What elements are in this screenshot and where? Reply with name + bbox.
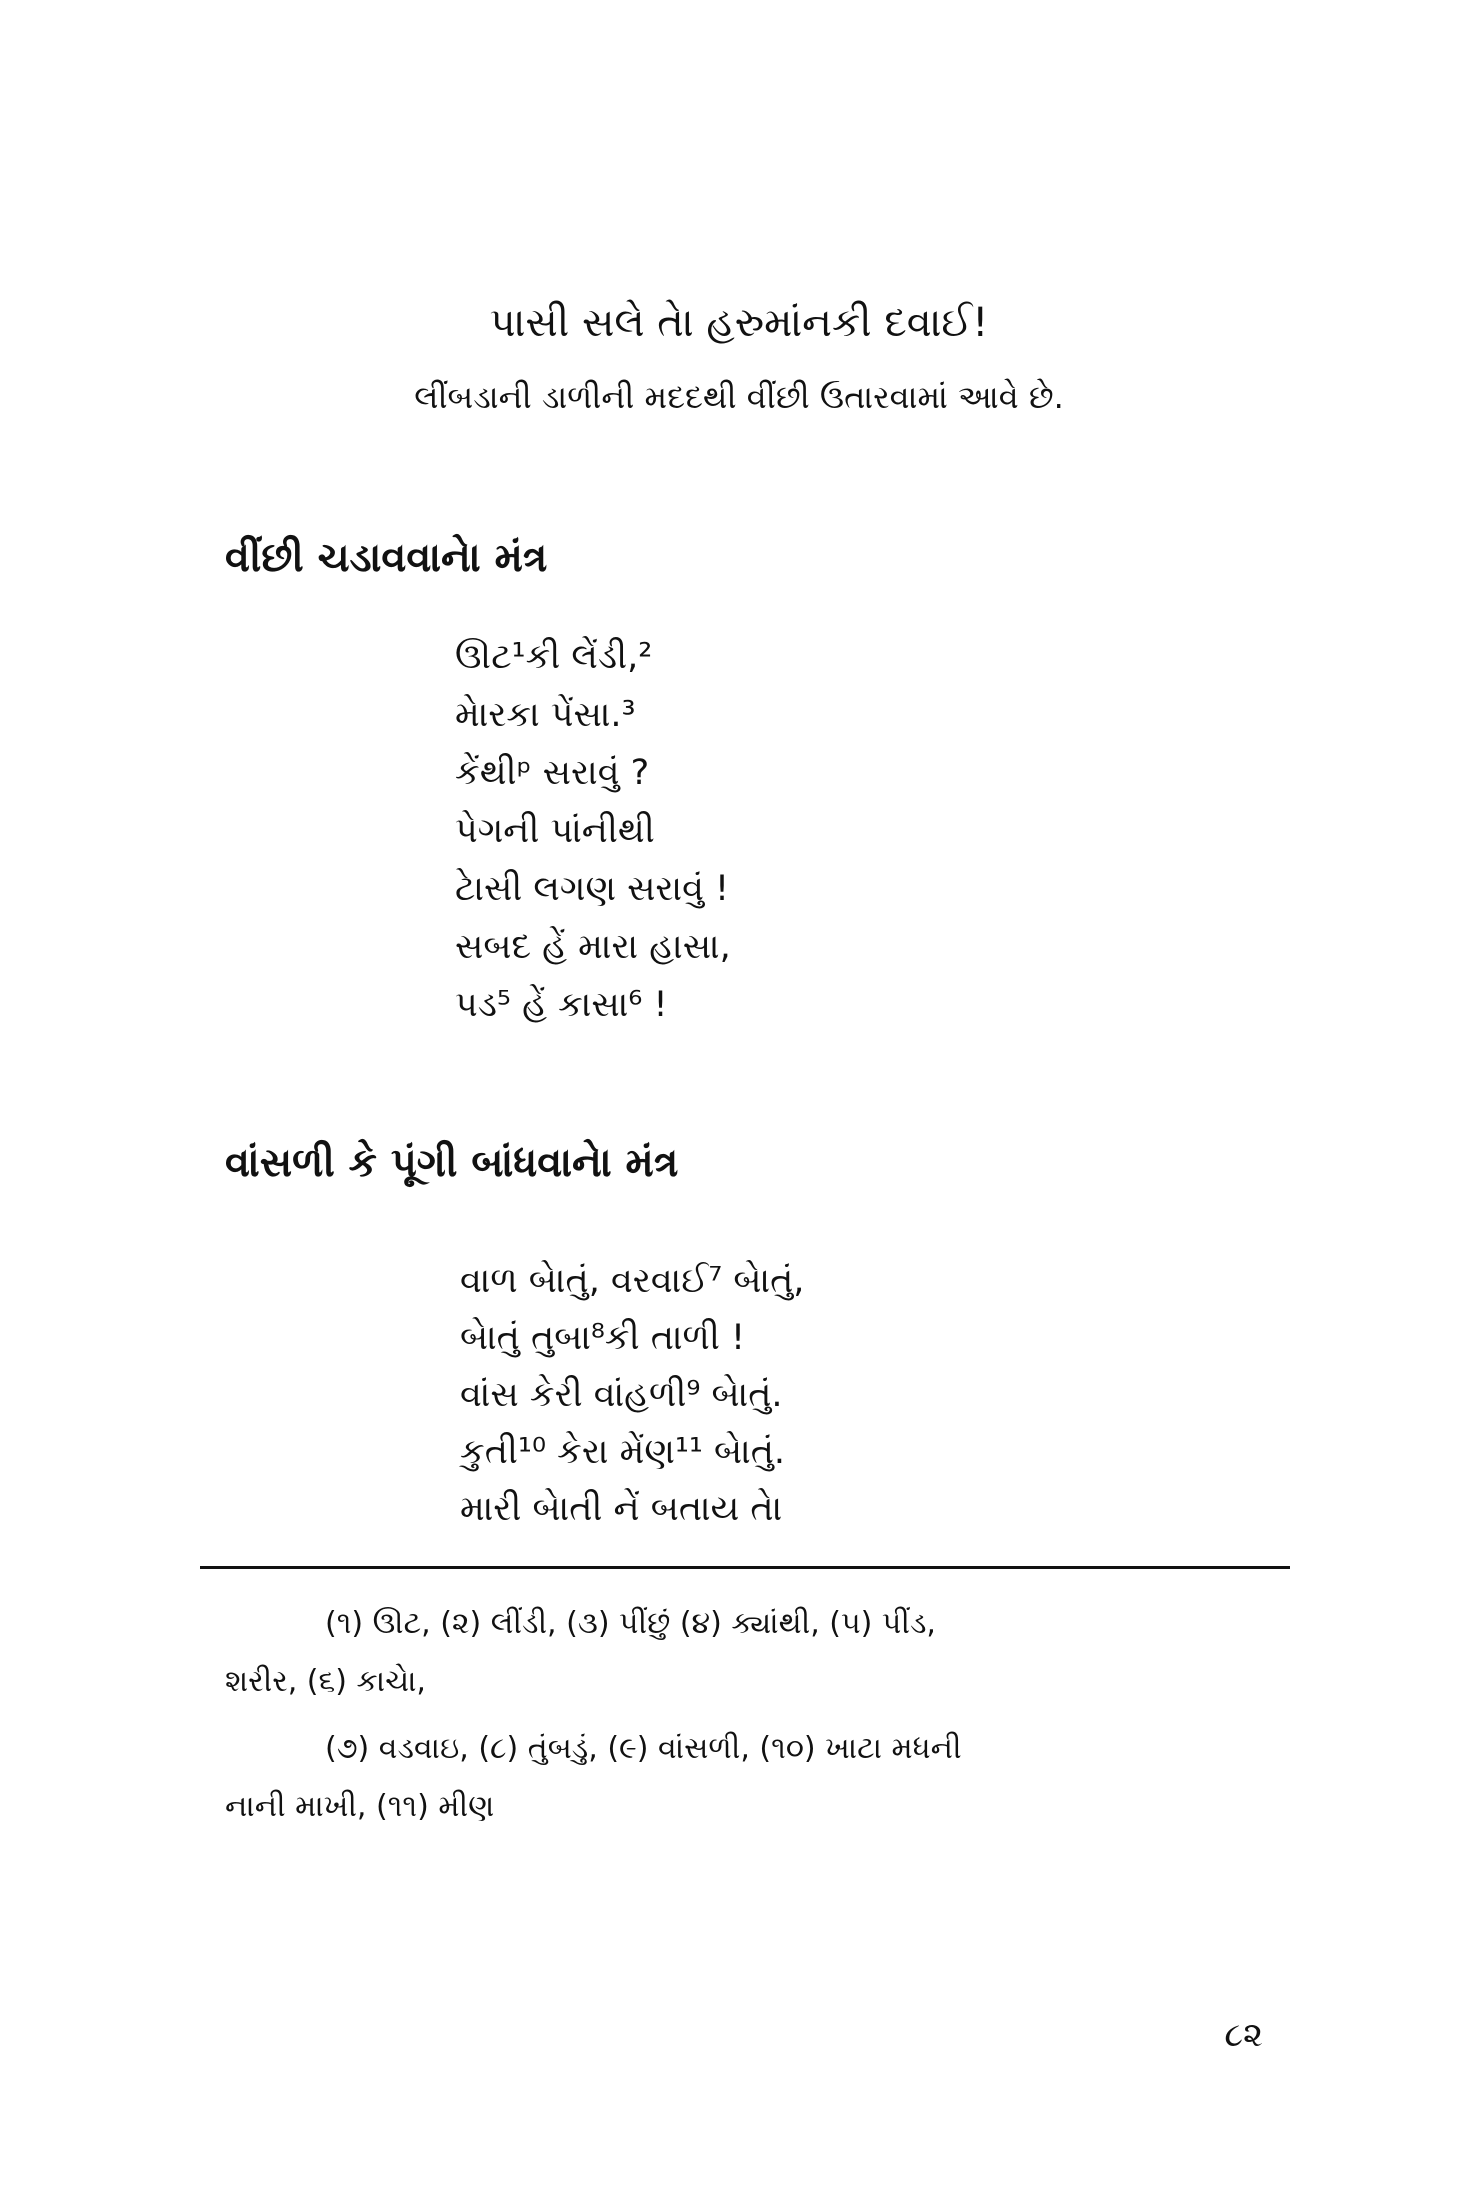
section-heading-scorpion-mantra: વીંછી ચડાવવાનેા મંત્ર xyxy=(225,535,548,581)
verse-line: બેાતું તુબા⁸કી તાળી ! xyxy=(460,1318,746,1358)
verse-line: ઊટ¹કી લેંડી,² xyxy=(455,637,653,677)
verse-line: વાંસ કેરી વાંહળી⁹ બેાતું. xyxy=(460,1375,783,1415)
scorpion-mantra-verse xyxy=(455,628,731,1034)
footnote-1 xyxy=(225,1595,1265,1711)
footnote-2 xyxy=(225,1720,1265,1836)
footnote-divider xyxy=(200,1566,1290,1569)
footnote-2-line-2: નાની માખી, (૧૧) મીણ xyxy=(225,1789,495,1824)
flute-mantra-verse xyxy=(460,1253,804,1538)
section-heading-flute-mantra: વાંસળી કે પૂંગી બાંધવાનેા મંત્ર xyxy=(225,1140,679,1186)
intro-line-2: લીંબડાની ડાળીની મદદથી વીંછી ઉતારવામાં આવે છે. xyxy=(414,378,1064,416)
verse-line: મેારકા પેંસા.³ xyxy=(455,695,636,735)
verse-line: પેગની પાંનીથી xyxy=(455,811,655,851)
verse-line: સબદ હેં મારા હાસા, xyxy=(455,927,731,967)
intro-line-1: પાસી સલે તેા હરુમાંનકી દવાઈ! xyxy=(489,300,989,346)
footnote-1-line-2: શરીર, (૬) કાચેા, xyxy=(225,1664,426,1699)
verse-line: કુતી¹⁰ કેરા મેંણ¹¹ બેાતું. xyxy=(460,1432,786,1472)
footnote-1-line-1: (૧) ઊટ, (૨) લીંડી, (૩) પીંછું (૪) ક્યાંથી, (૫) પીંડ, xyxy=(325,1606,936,1641)
verse-line: મારી બેાતી નેં બતાય તેા xyxy=(460,1489,783,1529)
verse-line: ટેાસી લગણ સરાવું ! xyxy=(455,869,730,909)
verse-line: વાળ બેાતું, વરવાઈ⁷ બેાતું, xyxy=(460,1261,805,1301)
verse-line: પડ⁵ હેં કાસા⁶ ! xyxy=(455,985,668,1025)
footnote-2-line-1: (૭) વડવાઇ, (૮) તુંબડું, (૯) વાંસળી, (૧૦) ખાટા મધની xyxy=(325,1731,962,1766)
page-number: ૮૨ xyxy=(1224,2015,1263,2055)
verse-line: કેંથીᵖ સરાવું ? xyxy=(455,753,650,793)
